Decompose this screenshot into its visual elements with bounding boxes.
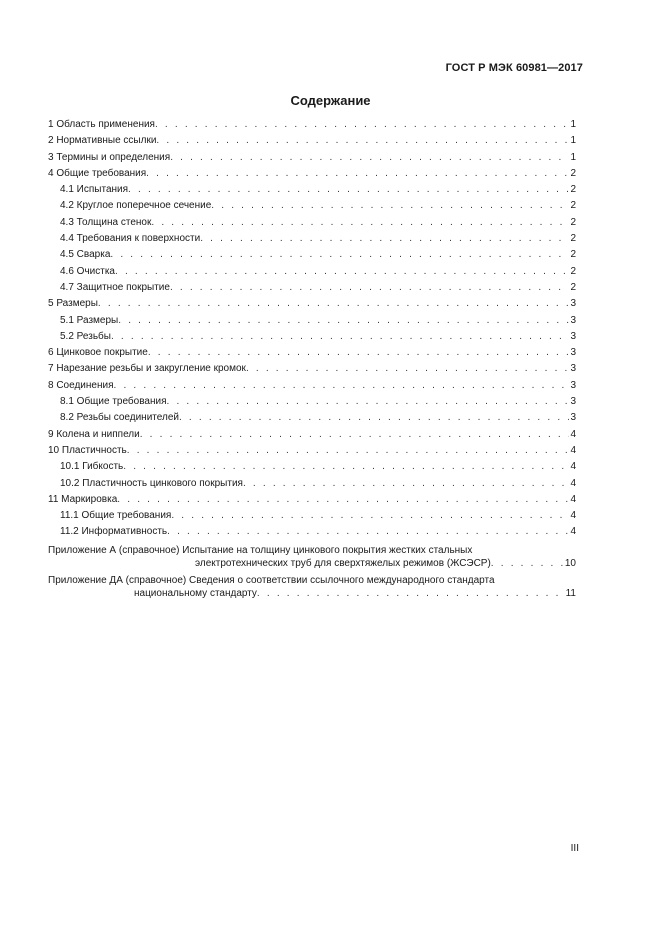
toc-entry[interactable] bbox=[48, 526, 576, 542]
dot-leader bbox=[114, 380, 570, 391]
toc-entry[interactable] bbox=[48, 200, 576, 216]
toc-entry-title: 10.1 Гибкость bbox=[60, 461, 124, 473]
document-code: ГОСТ Р МЭК 60981—2017 bbox=[445, 62, 583, 74]
appendix-da-page-number: 11 bbox=[565, 587, 576, 599]
toc-entry-title: 5.1 Размеры bbox=[60, 314, 119, 326]
toc-entry[interactable] bbox=[48, 168, 576, 184]
toc-entry-page-number: 3 bbox=[570, 412, 576, 424]
toc-entries bbox=[48, 119, 576, 543]
toc-entry-title: 8 Соединения bbox=[48, 379, 114, 391]
toc-entry-page-number: 3 bbox=[570, 298, 576, 310]
toc-entry-title: 11.2 Информативность bbox=[60, 526, 168, 538]
toc-entry[interactable] bbox=[48, 363, 576, 379]
toc-entry-title: 4 Общие требования bbox=[48, 167, 147, 179]
dot-leader bbox=[151, 217, 569, 228]
dot-leader bbox=[155, 119, 569, 130]
toc-entry-page-number: 1 bbox=[570, 119, 576, 130]
toc-entry-title: 11.1 Общие требования bbox=[60, 510, 172, 522]
toc-entry[interactable] bbox=[48, 461, 576, 477]
toc-entry[interactable] bbox=[48, 494, 576, 510]
dot-leader bbox=[200, 233, 569, 244]
toc-entry-title: 4.7 Защитное покрытие bbox=[60, 281, 170, 293]
table-of-contents bbox=[48, 119, 576, 600]
toc-entry-page-number: 4 bbox=[570, 477, 576, 489]
appendix-da-title-line2: национальному стандарту bbox=[134, 587, 257, 599]
toc-entry-page-number: 3 bbox=[570, 363, 576, 375]
dot-leader bbox=[246, 363, 570, 374]
toc-entry-page-number: 3 bbox=[570, 314, 576, 326]
dot-leader bbox=[98, 298, 570, 309]
toc-entry-page-number: 2 bbox=[570, 216, 576, 228]
dot-leader bbox=[111, 331, 569, 342]
toc-entry-title: 11 Маркировка bbox=[48, 493, 118, 505]
dot-leader bbox=[257, 587, 565, 600]
toc-entry-page-number: 1 bbox=[570, 135, 576, 147]
dot-leader bbox=[243, 478, 569, 489]
dot-leader bbox=[127, 445, 570, 456]
toc-entry-page-number: 2 bbox=[570, 265, 576, 277]
toc-entry-title: 6 Цинковое покрытие bbox=[48, 347, 148, 359]
dot-leader bbox=[110, 249, 569, 260]
dot-leader bbox=[170, 282, 570, 293]
toc-entry-title: 8.1 Общие требования bbox=[60, 396, 167, 408]
toc-entry-page-number: 4 bbox=[570, 526, 576, 538]
appendix-da-title-line1: Приложение ДА (справочное) Сведения о соответствии ссылочного международного стандарта bbox=[48, 574, 495, 586]
toc-entry[interactable] bbox=[48, 315, 576, 331]
appendix-a-title-line1: Приложение А (справочное) Испытание на толщину цинкового покрытия жестких стальных bbox=[48, 544, 473, 556]
toc-entry-title: 1 Область применения bbox=[48, 119, 155, 130]
toc-entry-page-number: 2 bbox=[570, 281, 576, 293]
toc-entry[interactable] bbox=[48, 119, 576, 135]
toc-title: Содержание bbox=[290, 93, 371, 108]
toc-entry[interactable] bbox=[48, 184, 576, 200]
toc-entry[interactable] bbox=[48, 152, 576, 168]
appendix-a-page-number: 10 bbox=[564, 557, 576, 569]
toc-entry[interactable] bbox=[48, 412, 576, 428]
dot-leader bbox=[115, 266, 569, 277]
toc-entry-page-number: 3 bbox=[570, 379, 576, 391]
toc-entry[interactable] bbox=[48, 478, 576, 494]
toc-entry-page-number: 4 bbox=[570, 461, 576, 473]
dot-leader bbox=[148, 347, 570, 358]
dot-leader bbox=[170, 152, 569, 163]
toc-entry-page-number: 2 bbox=[570, 184, 576, 196]
dot-leader bbox=[128, 184, 569, 195]
toc-entry[interactable] bbox=[48, 217, 576, 233]
toc-entry-title: 10 Пластичность bbox=[48, 444, 127, 456]
toc-entry-page-number: 2 bbox=[570, 233, 576, 245]
toc-entry-page-number: 2 bbox=[570, 200, 576, 212]
toc-entry-page-number: 4 bbox=[570, 510, 576, 522]
toc-entry-title: 9 Колена и ниппели bbox=[48, 428, 140, 440]
toc-entry-page-number: 3 bbox=[570, 347, 576, 359]
dot-leader bbox=[123, 461, 569, 472]
toc-entry[interactable] bbox=[48, 298, 576, 314]
dot-leader bbox=[179, 412, 569, 423]
dot-leader bbox=[140, 429, 570, 440]
toc-entry-title: 4.6 Очистка bbox=[60, 265, 115, 277]
toc-entry[interactable] bbox=[48, 396, 576, 412]
toc-entry-title: 2 Нормативные ссылки bbox=[48, 135, 157, 147]
toc-entry[interactable] bbox=[48, 510, 576, 526]
toc-entry[interactable] bbox=[48, 266, 576, 282]
toc-entry-title: 10.2 Пластичность цинкового покрытия bbox=[60, 477, 243, 489]
toc-appendix-a[interactable] bbox=[48, 544, 576, 570]
toc-entry-title: 8.2 Резьбы соединителей bbox=[60, 412, 179, 424]
toc-entry-page-number: 3 bbox=[570, 396, 576, 408]
toc-appendix-da[interactable] bbox=[48, 574, 576, 600]
toc-entry[interactable] bbox=[48, 347, 576, 363]
toc-entry-title: 3 Термины и определения bbox=[48, 151, 171, 163]
dot-leader bbox=[118, 315, 569, 326]
toc-entry-title: 4.3 Толщина стенок bbox=[60, 216, 152, 228]
dot-leader bbox=[491, 557, 564, 570]
toc-entry[interactable] bbox=[48, 249, 576, 265]
toc-entry[interactable] bbox=[48, 233, 576, 249]
toc-entry-title: 7 Нарезание резьбы и закругление кромок bbox=[48, 363, 246, 375]
toc-entry-page-number: 2 bbox=[570, 167, 576, 179]
toc-entry-title: 4.4 Требования к поверхности bbox=[60, 233, 201, 245]
dot-leader bbox=[156, 135, 569, 146]
toc-entry[interactable] bbox=[48, 380, 576, 396]
toc-entry-page-number: 4 bbox=[570, 493, 576, 505]
toc-entry-title: 5.2 Резьбы bbox=[60, 330, 111, 342]
toc-entry-title: 4.5 Сварка bbox=[60, 249, 111, 261]
toc-entry-title: 5 Размеры bbox=[48, 298, 98, 310]
appendix-a-title-line2: электротехнических труб для сверхтяжелых режимов (ЖСЭСР) bbox=[195, 557, 491, 569]
dot-leader bbox=[171, 510, 569, 521]
toc-entry[interactable] bbox=[48, 331, 576, 347]
toc-entry-page-number: 4 bbox=[570, 428, 576, 440]
toc-entry[interactable] bbox=[48, 282, 576, 298]
toc-entry-title: 4.1 Испытания bbox=[60, 184, 129, 196]
page-number: III bbox=[570, 843, 579, 854]
dot-leader bbox=[211, 200, 569, 211]
dot-leader bbox=[117, 494, 569, 505]
dot-leader bbox=[167, 396, 570, 407]
dot-leader bbox=[167, 526, 569, 537]
toc-entry[interactable] bbox=[48, 429, 576, 445]
toc-entry-page-number: 2 bbox=[570, 249, 576, 261]
toc-entry[interactable] bbox=[48, 135, 576, 151]
toc-entry-page-number: 4 bbox=[570, 444, 576, 456]
toc-entry-page-number: 3 bbox=[570, 330, 576, 342]
toc-entry[interactable] bbox=[48, 445, 576, 461]
dot-leader bbox=[146, 168, 569, 179]
toc-entry-page-number: 1 bbox=[570, 151, 576, 163]
toc-entry-title: 4.2 Круглое поперечное сечение bbox=[60, 200, 212, 212]
